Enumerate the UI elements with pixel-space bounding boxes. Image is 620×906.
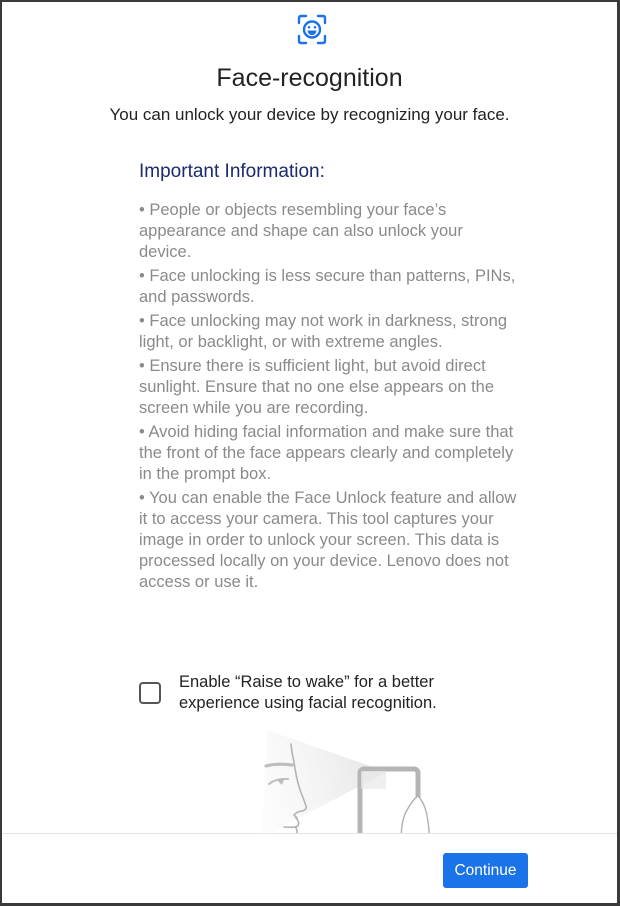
face-recognition-icon xyxy=(297,14,327,45)
info-bullet: • Face unlocking may not work in darkness, strong light, or backlight, or with extreme angles. xyxy=(139,312,508,351)
page-subtitle: You can unlock your device by recognizing your face. xyxy=(109,105,510,124)
important-info-list xyxy=(139,200,519,596)
raise-to-wake-checkbox[interactable] xyxy=(139,682,161,704)
raise-to-wake-label[interactable]: Enable “Raise to wake” for a better experience using facial recognition. xyxy=(179,673,437,712)
content-scroll-area[interactable] xyxy=(2,2,617,833)
info-bullet: • People or objects resembling your face’s appearance and shape can also unlock your device. xyxy=(139,201,463,261)
page-title: Face-recognition xyxy=(216,64,403,92)
info-bullet: • You can enable the Face Unlock feature and allow it to access your camera. This tool captures your image in order to unlock your screen. This data is processed locally on your device. Lenovo does not access or use it. xyxy=(139,489,517,591)
important-info-heading: Important Information: xyxy=(139,161,325,182)
info-bullet: • Avoid hiding facial information and make sure that the front of the face appears clearly and completely in the prompt box. xyxy=(139,423,514,483)
info-bullet: • Ensure there is sufficient light, but avoid direct sunlight. Ensure that no one else appears on the screen while you are recording. xyxy=(139,357,494,417)
bottom-action-bar xyxy=(2,833,617,906)
raise-to-wake-option[interactable] xyxy=(139,672,519,714)
info-bullet: • Face unlocking is less secure than patterns, PINs, and passwords. xyxy=(139,267,516,306)
face-scan-illustration xyxy=(242,722,442,833)
continue-button[interactable]: Continue xyxy=(443,853,528,888)
